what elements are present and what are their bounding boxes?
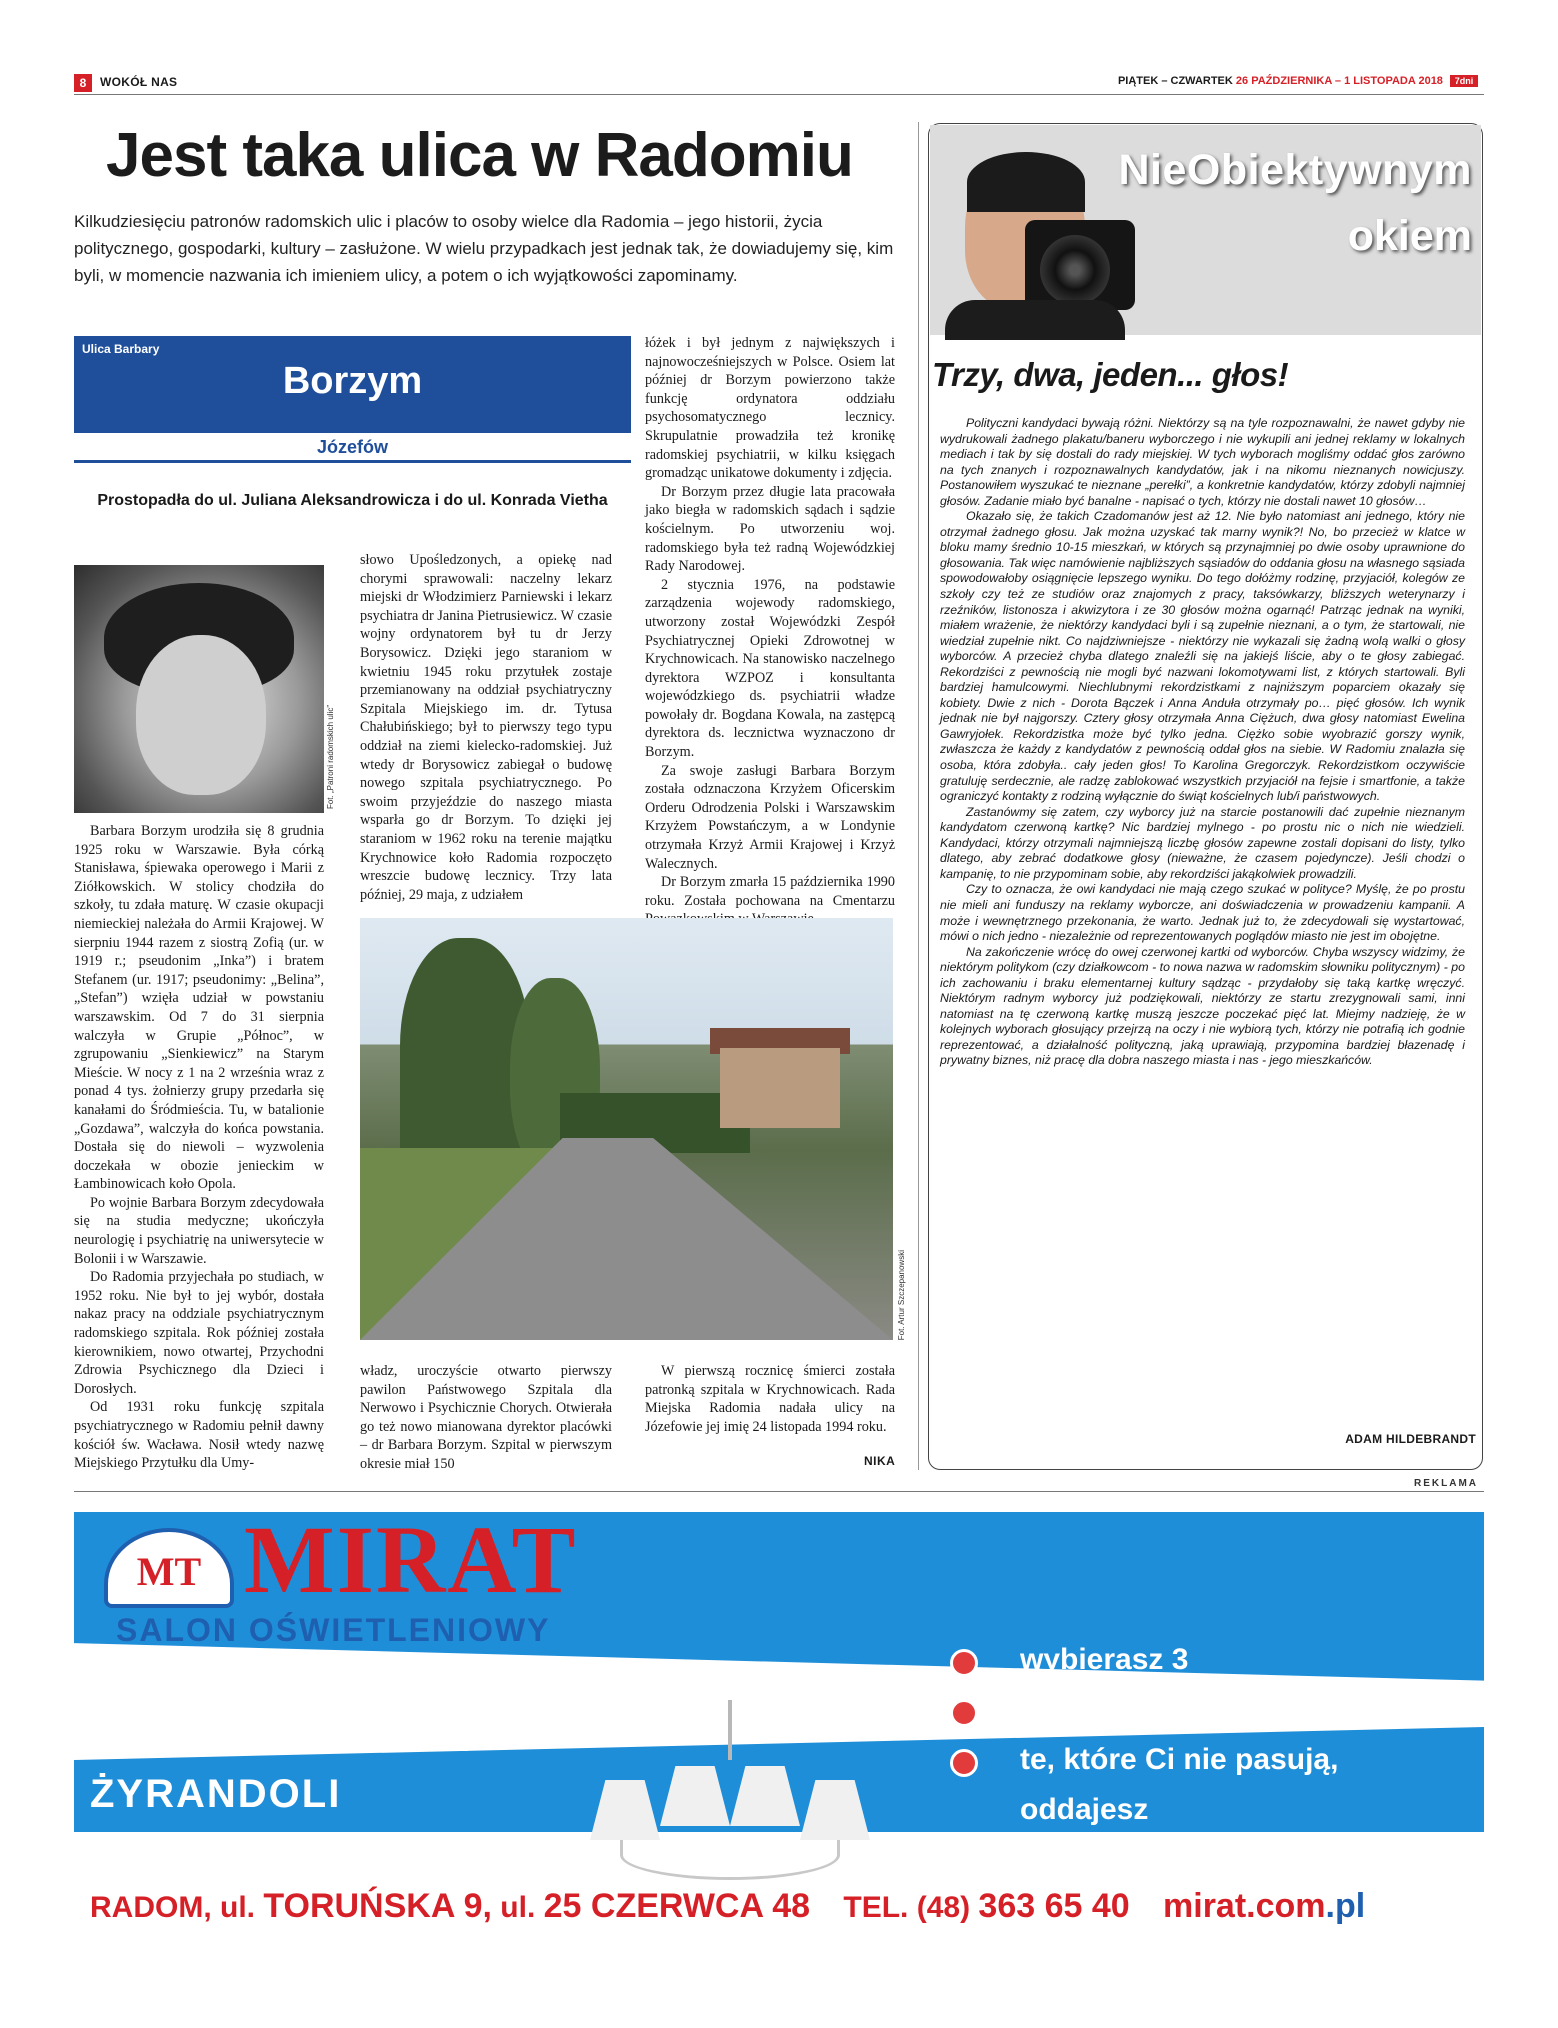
paragraph: Barbara Borzym urodziła się 8 grudnia 1925 roku w Warszawie. Była córką Stanisława, śpiewaka operowego i Marii z Ziółkowskich. W stolicy chodziła do szkoły, tu zdała maturę. W czasie okupacji niemieckiej należała do Armii Krajowej. W sierpniu 1944 razem z siostrą Zofią (ur. w 1919 r.; pseudonim „Inka”) i bratem Stefanem (ur. 1917; pseudonimy: „Belina”, „Stefan”) wzięła udział w powstaniu warszawskim. Od 7 do 31 sierpnia walczyła w Grupie „Północ”, w zgrupowaniu „Sienkiewicz” na Starym Mieście. W nocy z 1 na 2 września wraz z ponad 4 tys. żołnierzy grupy przedarła się kanałami do Śródmieścia. Tu, w batalionie „Gozdawa”, walczyła do końca powstania. Dostała się do niewoli – wyzwolenia doczekała w obozie jenieckim w Łambinowicach koło Opola. xyxy=(74,823,324,1193)
street-photo xyxy=(360,918,893,1340)
article-column-3 xyxy=(645,334,895,929)
ad-brand: MIRAT xyxy=(244,1506,578,1613)
chandelier-shade xyxy=(660,1766,730,1826)
ad-label: REKLAMA xyxy=(1414,1478,1478,1489)
issue-dateline xyxy=(1118,75,1478,87)
columnist-hair xyxy=(967,152,1085,212)
ad-website-main: mirat.com xyxy=(1163,1887,1326,1925)
paragraph: słowo Upośledzonych, a opiekę nad chorymi sprawowali: naczelny lekarz miejski dr Włodzimierz Parniewski i lekarz psychiatra dr Janina Pietrusiewicz. W czasie wojny ordynatorem był tu dr Jerzy Borysowicz. Dzięki jego staraniom w kwietniu 1945 roku przytułek zostaje przemianowany na oddział psychiatryczny Szpitala Miejskiego im. dr. Tytusa Chałubińskiego; był to pierwszy tego typu oddział na ziemi kielecko-radomskiej. Już wtedy dr Borysowicz zabiegał o budowę nowego szpitala psychiatrycznego. Po swoim przyjeździe do naszego miasta wsparła go dr Borzym. To dzięki jej staraniom w 1962 roku na terenie majątku Krychnowice koło Radomia rozpoczęto wreszcie budowę lecznicy. Trzy lata później, 29 maja, z udziałem xyxy=(360,552,612,903)
ad-ul-2: ul. xyxy=(500,1891,536,1924)
opinion-body xyxy=(940,416,1465,1069)
column-title-line2: okiem xyxy=(1347,212,1472,260)
ad-tagline: SALON OŚWIETLENIOWY xyxy=(116,1612,551,1648)
section-title: WOKÓŁ NAS xyxy=(100,75,178,89)
article-column-2 xyxy=(360,551,612,904)
article-lead: Kilkudziesięciu patronów radomskich ulic i placów to osoby wielce dla Radomia – jego historii, życia politycznego, gospodarki, kultury – zasłużone. W wielu przypadkach jest jednak tak, że dowiadujemy się, kim byli, w momencie nazwania ich imieniem ulicy, a potem o ich wyjątkowości zapominamy. xyxy=(74,212,894,285)
column-title-line1: NieObiektywnym xyxy=(1118,146,1472,194)
paragraph: Od 1931 roku funkcję szpitala psychiatrycznego w Radomiu pełnił dawny kościół św. Wacława. Nosił wtedy nazwę Miejskiego Przytułku dla Umy- xyxy=(74,1399,324,1472)
paragraph: 2 stycznia 1976, na podstawie zarządzenia wojewody radomskiego, utworzony został Wojewódzki Zespół Psychiatrycznej Opieki Zdrowotnej w Krychnowicach. Na stanowisko naczelnego dyrektora WZPOZ i konsultanta wojewódzkiego ds. psychiatrii władze powołały dr. Bogdana Kowala, na zastępcą dyrektora ds. lecznictwa wyznaczono dr Borzym. xyxy=(645,576,895,761)
article-headline: Jest taka ulica w Radomiu xyxy=(106,121,853,190)
paragraph: łóżek i był jednym z największych i najnowocześniejszych w Polsce. Osiem lat później dr Borzym powierzono także funkcję ordynatora oddziału psychosomatycznego lecznicy. Skrupulatnie prowadziła też kronikę radomskiej psychiatrii, w kilku księgach gromadząc unikatowe dokumenty i zdjęcia. xyxy=(645,335,895,482)
ad-website[interactable] xyxy=(1163,1887,1365,1925)
opinion-title: Trzy, dwa, jeden... głos! xyxy=(932,356,1289,393)
paragraph: Dr Borzym przez długie lata pracowała jako biegła w radomskich sądach i sądzie kościelnym. Po utworzeniu woj. radomskiego była też radną Wojewódzkiej Rady Narodowej. xyxy=(645,483,895,575)
ad-street-1: TORUŃSKA 9, xyxy=(263,1887,492,1925)
ad-street-2: 25 CZERWCA 48 xyxy=(543,1887,811,1925)
paragraph: Za swoje zasługi Barbara Borzym została odznaczona Krzyżem Oficerskim Orderu Odrodzenia Polski i Warszawskim Krzyżem Powstańczym, a w Londynie otrzymała Krzyż Armii Krajowej i Krzyż Walecznych. xyxy=(645,762,895,872)
ad-benefits xyxy=(950,1635,1370,1835)
issue-days: PIĄTEK – CZWARTEK xyxy=(1117,75,1233,87)
article-column-2-bottom xyxy=(360,1362,612,1474)
chandelier-shade xyxy=(800,1780,870,1840)
street-label: Ulica Barbary xyxy=(82,342,160,356)
ad-headline-line2: ŻYRANDOLI xyxy=(90,1772,342,1816)
opinion-author: ADAM HILDEBRANDT xyxy=(1345,1432,1476,1446)
paragraph: Polityczni kandydaci bywają różni. Niektórzy są na tyle rozpoznawalni, że nawet gdyby nie wydrukowali żadnego plakatu/baneru wyborczego i nie wykupili ani jednej reklamy w lokalnych mediach i tak by się dostali do rady miejskiej. W tych wyborach mogliśmy oddać głos zarówno na tych znanych i rozpoznawalnych kandydatów, jak i na nikomu nieznanych nowicjuszy. Postanowiłem wyszukać te nieznane „perełki”, a konkretnie kandydatów, którzy zdobyli najmniej głosów. Zadanie miało być banalne - napisać o tych, którzy nie dostali nawet 10 głosów… xyxy=(940,416,1465,508)
article-signature: NIKA xyxy=(864,1454,896,1468)
header-rule xyxy=(74,94,1484,95)
portrait-face xyxy=(136,635,266,795)
chandelier-shade xyxy=(730,1766,800,1826)
paper-logo: 7dni xyxy=(1450,75,1478,87)
chandelier-shade xyxy=(590,1780,660,1840)
portrait-credit: Fot. „Patroni radomskich ulic” xyxy=(326,705,335,810)
columnist-shirt xyxy=(945,300,1125,340)
camera-lens xyxy=(1040,235,1110,305)
paragraph: Po wojnie Barbara Borzym zdecydowała się na studia medyczne; ukończyła neurologię i psychiatrię na uniwersytecie w Bolonii i w Warszawie. xyxy=(74,1194,324,1267)
page-number: 8 xyxy=(74,74,92,92)
ad-website-tld: .pl xyxy=(1325,1887,1366,1925)
ad-contact xyxy=(90,1887,1365,1926)
article-column-1 xyxy=(74,822,324,1473)
district-label: Józefów xyxy=(74,437,631,463)
paragraph: władz, uroczyście otwarto pierwszy pawilon Państwowego Szpitala dla Nerwowo i Psychicznie Chorych. Otwierała go też nowo mianowana dyrektor placówki – dr Barbara Borzym. Szpital w pierwszym okresie miał 150 xyxy=(360,1363,612,1472)
paragraph: Czy to oznacza, że owi kandydaci nie mają czego szukać w polityce? Myślę, że po prostu nie mieli ani funduszy na reklamy wyborcze, ani doświadczenia w prowadzeniu kampanii. A może i wewnętrznego przekonania, że warto. Jednak już to, że zdecydowali się wystartować, mówi o nich jedno - niezależnie od reprezentowanych poglądów miasto nie jest im obojętne. xyxy=(940,882,1465,944)
ad-benefit: przymierzasz w domu xyxy=(950,1685,1370,1735)
ad-benefit: wybierasz 3 xyxy=(950,1635,1370,1685)
article-column-3-bottom xyxy=(645,1362,895,1436)
paragraph: Do Radomia przyjechała po studiach, w 1952 roku. Nie był to jej wybór, dostała nakaz pracy na oddziale psychiatrycznym radomskiego szpitala. Rok później została kierownikiem, nowo otwartej, Przychodni Zdrowia Psychicznego dla Dzieci i Dorosłych. xyxy=(74,1269,324,1397)
ad-headline-line1: PRZYMIERZALNIA xyxy=(90,1716,472,1760)
issue-dates: 26 PAŹDZIERNIKA – 1 LISTOPADA 2018 xyxy=(1235,75,1443,87)
ad-phone[interactable]: 363 65 40 xyxy=(978,1887,1130,1925)
street-name: Borzym xyxy=(282,360,423,402)
mirat-logo: MT xyxy=(104,1528,234,1608)
ad-headline xyxy=(90,1710,560,1822)
ad-rule xyxy=(74,1491,1484,1492)
paragraph: Zastanówmy się zatem, czy wyborcy już na starcie postanowili dać zupełnie nieznanym kandydatom czerwoną kartkę? Nic bardziej mylnego - po prostu nic o nich nie wiedzieli. Kandydaci, którzy otrzymali najmniejszą liczbę głosów zapewne zostali dopisani do listy, tylko dlatego, aby zebrać dodatkowe głosy (nieważne, że czasem pojedyncze). Jeśli chodzi o kampanię, to nie przypominam sobie, aby rekordziści jakąkolwiek prowadzili. xyxy=(940,804,1465,881)
paragraph: Dr Borzym zmarła 15 października 1990 roku. Została pochowana na Cmentarzu xyxy=(645,874,895,909)
column-divider xyxy=(918,122,919,1470)
ad-phone-label: TEL. (48) xyxy=(843,1891,971,1924)
ad-benefit: te, które Ci nie pasują, oddajesz xyxy=(950,1735,1370,1835)
columnist-photo xyxy=(945,150,1125,335)
chandelier-chain xyxy=(728,1700,732,1760)
paragraph: Okazało się, że takich Czadomanów jest aż 12. Nie było natomiast ani jednego, który nie otrzymał żadnego głosu. Jak można uzyskać tak marny wynik?! No, bo przecież w klatce w bloku mamy średnio 10-15 mieszkań, w których są przynajmniej po dwie osoby uprawnione do głosowania. Tak więc namówienie najbliższych sąsiadów do oddania głosu na własnego sąsiada spowodowałoby osiągnięcie lepszego wyniku. Do tego dołóżmy rodzinę, przyjaciół, kolegów ze szkoły czy też ze studiów oraz znajomych z pracy, taksówkarzy, bliższych weterynarzy i rzeźników, listonosza i akwizytora i ze 30 głosów można ogarnąć! Patrząc jednak na wyniki, miałem wrażenie, że niektórzy kandydaci byli i są zupełnie nieznani, a o tym, że startowali, nie wiedział zupełnie nikt. Co najdziwniejsze - niektórzy nie wykazali się żadną wolą walki o głosy wyborców. A przecież chyba dlatego znaleźli się na jakiejś liście, aby o te głosy zabiegać. Rekordziści z pewnością nie mogli być nazwani lokomotywami list, z których startowali. Byli bardziej hamulcowymi. Niechlubnymi rekordzistkami z najniższym poparciem okazały się kobiety. Dwie z nich - Dorota Bączek i Anna Anduła otrzymały po… pięć głosów. Ich wynik jednak nie był najgorszy. Cztery głosy otrzymała Anna Ciężuch, dwa głosy natomiast Ewelina Gawryjołek. Rekordzistka może być tylko jedna. Ciężko sobie wyobrazić gorszy wynik, zwłaszcza że każdy z kandydatów z pewnością oddał głos na siebie. W Radomiu znalazła się osoba, która zdobyła.. cały jeden głos! To Karolina Gregorczyk. Rekordzistkom oczywiście gratuluję serdecznie, ale radzę zablokować wszystkich przyjaciół na fejsie i smartfonie, a także ograniczyć kontakty z rodziną wyłącznie do świąt kościelnych lub/i państwowych. xyxy=(940,509,1465,804)
photo-house xyxy=(720,1048,840,1128)
portrait-photo xyxy=(74,565,324,813)
chandelier-icon xyxy=(580,1700,880,1900)
street-location: Prostopadła do ul. Juliana Aleksandrowicza i do ul. Konrada Vietha xyxy=(97,492,608,509)
paragraph: W pierwszą rocznicę śmierci została patronką szpitala w Krychnowicach. Rada Miejska Radomia nadała ulicy na Józefowie jej imię 24 listopada 1994 roku. xyxy=(645,1363,895,1435)
ad-city: RADOM, ul. xyxy=(90,1891,255,1924)
paragraph: Na zakończenie wrócę do owej czerwonej kartki od wyborców. Chyba wszyscy widzimy, że niektórym politykom (czy działkowcom - to nowa nazwa w radomskim słowniku politycznym) - po ich zachowaniu i braku elementarnej kultury sądząc - przydałoby się taką kartkę wręczyć. Niektórym radnym wyborcy już podziękowali, niektórzy ze startu zrezygnowali sami, inni natomiast na tę czerwoną kartkę muszą jeszcze poczekać pięć lat. Miejmy nadzieję, że w kolejnych wyborach głosujący przejrzą na oczy i nie wybiorą tych, którzy nie potrafią ich godnie reprezentować, a działalność polityczną, jaką uprawiają, przypomina bardziej błazenadę i prywatny biznes, niż pracę dla dobra naszego miasta i nas - jego mieszkańców. xyxy=(940,944,1465,1068)
road-photo-credit: Fot. Artur Szczepanowski xyxy=(897,1250,906,1341)
